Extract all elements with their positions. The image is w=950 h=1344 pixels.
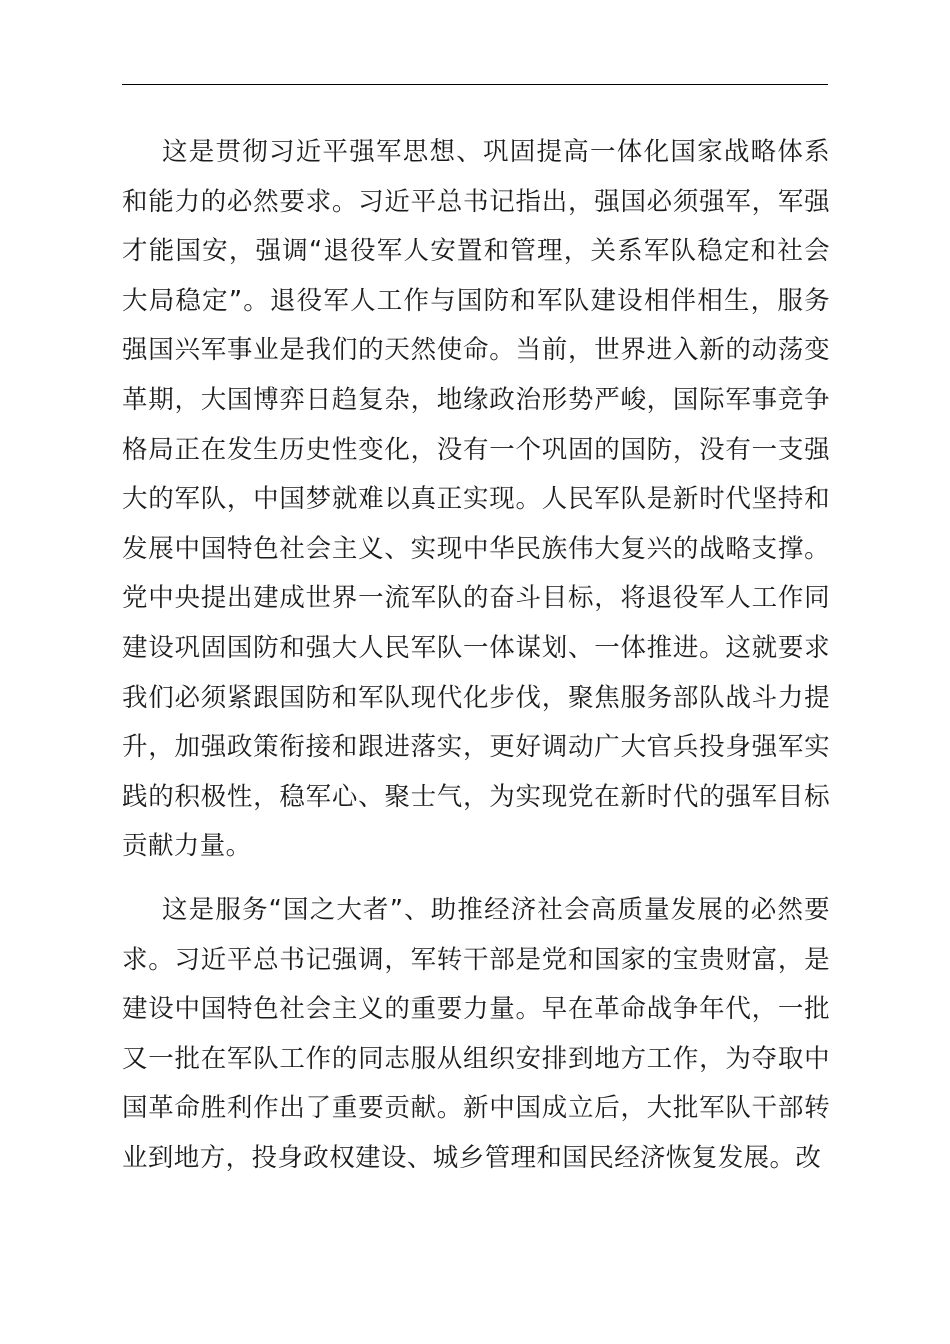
paragraph-2: 这是服务“国之大者”、助推经济社会高质量发展的必然要求。习近平总书记强调，军转干部是党和国家的宝贵财富，是建设中国特色社会主义的重要力量。早在革命战争年代，一批又一批在军队工作的同志服从组织安排到地方工作，为夺取中国革命胜利作出了重要贡献。新中国成立后，大批军队干部转业到地方，投身政权建设、城乡管理和国民经济恢复发展。改 xyxy=(122,894,830,1173)
document-body xyxy=(122,128,830,1183)
header-rule xyxy=(122,84,828,85)
paragraph-1: 这是贯彻习近平强军思想、巩固提高一体化国家战略体系和能力的必然要求。习近平总书记指出，强国必须强军，军强才能国安，强调“退役军人安置和管理，关系军队稳定和社会大局稳定”。退役军人工作与国防和军队建设相伴相生，服务强国兴军事业是我们的天然使命。当前，世界进入新的动荡变革期，大国博弈日趋复杂，地缘政治形势严峻，国际军事竞争格局正在发生历史性变化，没有一个巩固的国防，没有一支强大的军队，中国梦就难以真正实现。人民军队是新时代坚持和发展中国特色社会主义、实现中华民族伟大复兴的战略支撑。党中央提出建成世界一流军队的奋斗目标，将退役军人工作同建设巩固国防和强大人民军队一体谋划、一体推进。这就要求我们必须紧跟国防和军队现代化步伐，聚焦服务部队战斗力提升，加强政策衔接和跟进落实，更好调动广大官兵投身强军实践的积极性，稳军心、聚士气，为实现党在新时代的强军目标贡献力量。 xyxy=(122,137,830,862)
